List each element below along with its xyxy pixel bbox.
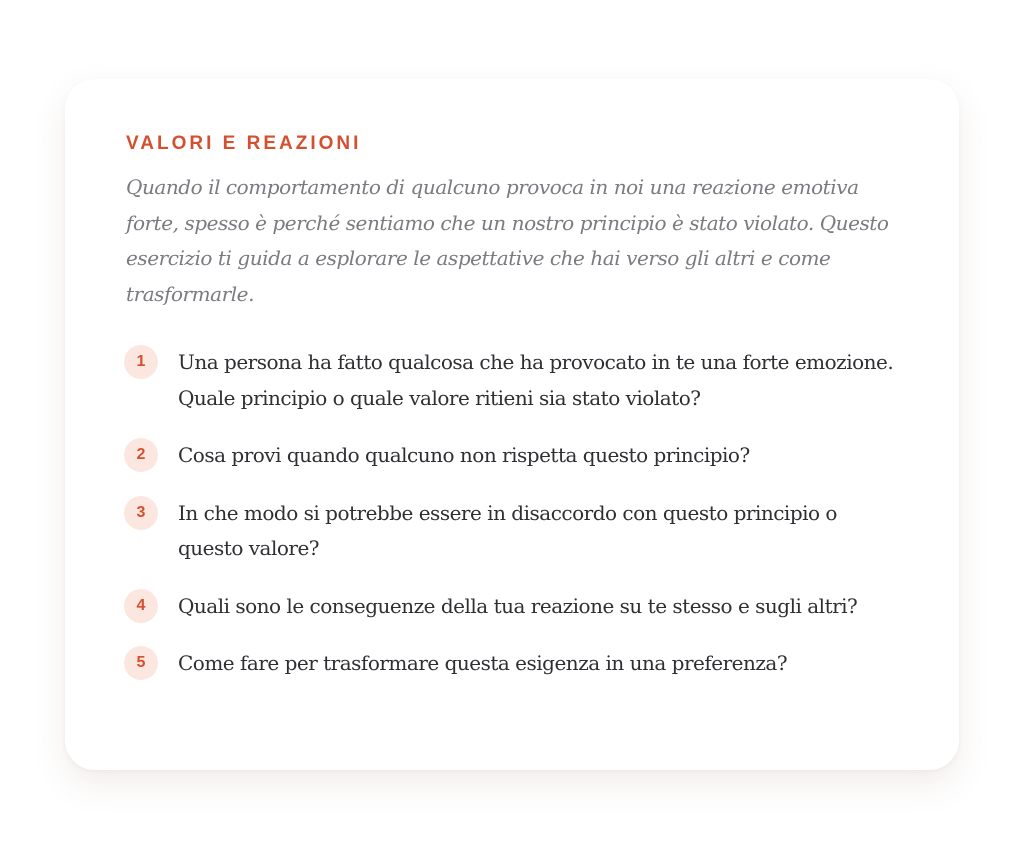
card-intro-text: Quando il comportamento di qualcuno provoca in noi una reazione emotiva forte, spesso è perché sentiamo che un nostro principio è stato violato. Questo esercizio ti guida a esplorare le aspettative che hai verso gli altri e come trasformarle. <box>126 175 889 306</box>
exercise-card <box>65 79 959 770</box>
question-number-badge: 1 <box>124 345 158 379</box>
question-number-badge: 4 <box>124 589 158 623</box>
question-number-badge: 2 <box>124 438 158 472</box>
card-eyebrow-title: VALORI E REAZIONI <box>126 133 362 154</box>
question-number-badge: 3 <box>124 496 158 530</box>
question-item <box>126 589 901 625</box>
question-number-badge: 5 <box>124 646 158 680</box>
question-item <box>126 345 901 416</box>
question-text: Cosa provi quando qualcuno non rispetta questo principio? <box>178 443 750 467</box>
question-item <box>126 438 901 474</box>
question-item <box>126 496 901 567</box>
question-text: In che modo si potrebbe essere in disaccordo con questo principio o questo valore? <box>178 500 837 560</box>
question-item <box>126 646 901 682</box>
question-text: Quali sono le conseguenze della tua reazione su te stesso e sugli altri? <box>178 593 858 618</box>
question-text: Come fare per trasformare questa esigenza in una preferenza? <box>178 651 788 675</box>
question-text: Una persona ha fatto qualcosa che ha provocato in te una forte emozione. Quale principio o quale valore ritieni sia stato violato? <box>178 350 894 410</box>
question-list <box>126 345 901 682</box>
